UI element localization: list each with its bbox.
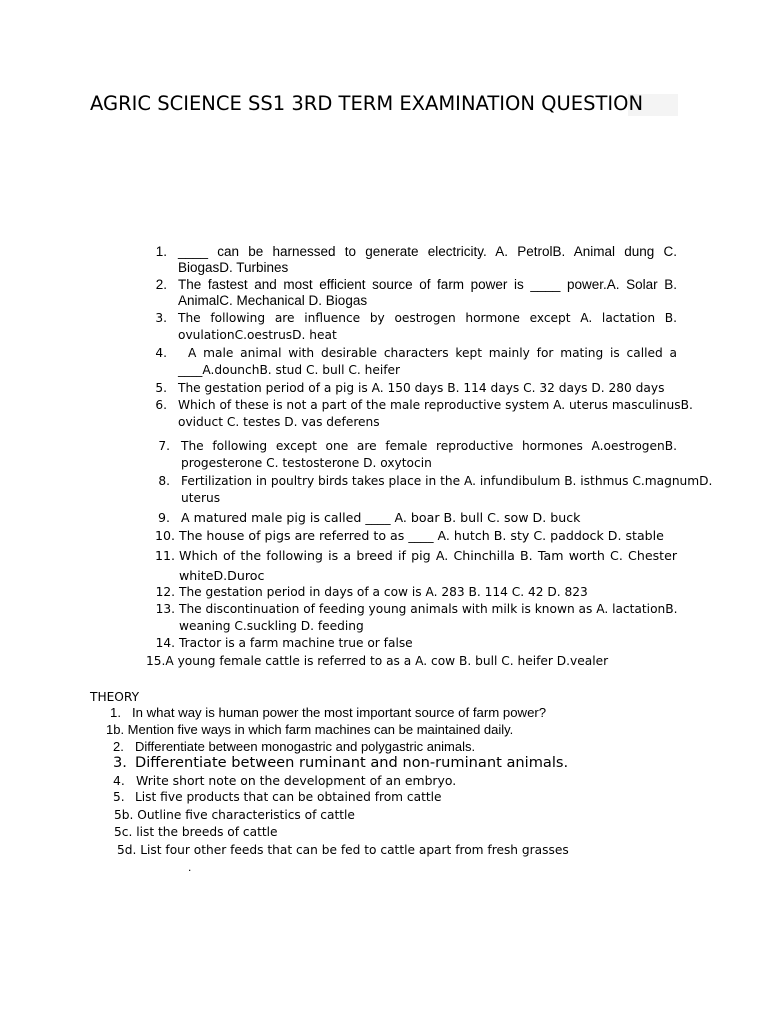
theory-question-text: 5d. List four other feeds that can be fed to cattle apart from fresh grasses [117,843,569,857]
question-text-line2: whiteD.Duroc [179,568,265,583]
question-text-line2: ____A.dounchB. stud C. bull C. heifer [178,363,401,377]
question-number: 14. [155,636,175,650]
theory-heading: THEORY [90,690,140,704]
theory-question-text: 5b. Outline five characteristics of cattle [114,808,355,822]
question-text-line1: The gestation period of a pig is A. 150 days B. 114 days C. 32 days D. 280 days [178,381,665,395]
question-text-line2: BiogasD. Turbines [178,260,289,275]
question-text-line1: 15.A young female cattle is referred to as a A. cow B. bull C. heifer D.vealer [146,654,609,668]
question-text-line1: The following are influence by oestrogen hormone except A. lactation B. [178,311,677,325]
question-number: 9. [157,510,170,525]
question-text-line1: ____ can be harnessed to generate electricity. A. PetrolB. Animal dung C. [178,244,677,259]
page-title: AGRIC SCIENCE SS1 3RD TERM EXAMINATION QUESTION [90,92,644,115]
theory-number: 1. [110,705,121,720]
question-text-line1: A matured male pig is called ____ A. boar B. bull C. sow D. buck [181,510,581,525]
theory-question-text: 1b. Mention five ways in which farm machines can be maintained daily. [106,722,514,737]
question-text-line1: A male animal with desirable characters kept mainly for mating is called a [188,346,677,360]
question-text-line1: Tractor is a farm machine true or false [179,636,413,650]
trailing-dot: . [188,860,192,874]
theory-question-text: Differentiate between monogastric and polygastric animals. [135,739,476,754]
question-number: 2. [155,277,167,292]
question-number: 12. [155,585,175,599]
question-number: 7. [158,439,170,453]
question-text-line1: Which of the following is a breed if pig A. Chinchilla B. Tam worth C. Chester [179,548,677,563]
question-text-line1: The fastest and most efficient source of farm power is ____ power.A. Solar B. [178,277,677,292]
question-text-line2: weaning C.suckling D. feeding [179,619,364,633]
question-number: 5. [155,381,167,395]
question-text-line1: The gestation period in days of a cow is A. 283 B. 114 C. 42 D. 823 [179,585,588,599]
question-text-line2: uterus [181,491,221,505]
question-number: 4. [155,346,167,360]
question-text-line1: Which of these is not a part of the male reproductive system A. uterus masculinusB. [178,398,693,412]
question-text-line2: ovulationC.oestrusD. heat [178,328,337,342]
question-text-line1: The following except one are female reproductive hormones A.oestrogenB. [181,439,677,453]
question-number: 10. [154,528,175,543]
theory-question-text: List five products that can be obtained from cattle [135,790,442,804]
theory-number: 2. [113,739,124,754]
theory-number: 5. [113,790,125,804]
question-text-line1: The house of pigs are referred to as ____ A. hutch B. sty C. paddock D. stable [179,528,664,543]
question-number: 3. [155,311,167,325]
question-number: 13. [155,602,175,616]
question-number: 1. [155,244,167,259]
question-number: 8. [158,474,170,488]
question-number: 11. [154,548,175,563]
theory-question-text: Write short note on the development of an embryo. [136,773,457,788]
theory-number: 4. [113,773,125,788]
question-number: 6. [155,398,167,412]
theory-question-text: In what way is human power the most important source of farm power? [132,705,547,720]
theory-question-text: 5c. list the breeds of cattle [114,825,278,839]
question-text-line2: AnimalC. Mechanical D. Biogas [178,293,368,308]
question-text-line1: Fertilization in poultry birds takes place in the A. infundibulum B. isthmus C.magnumD. [181,474,713,488]
question-text-line2: oviduct C. testes D. vas deferens [178,415,380,429]
question-text-line2: progesterone C. testosterone D. oxytocin [181,456,432,470]
theory-question-text: Differentiate between ruminant and non-ruminant animals. [135,754,569,771]
theory-number: 3. [113,754,127,771]
question-text-line1: The discontinuation of feeding young animals with milk is known as A. lactationB. [179,602,678,616]
